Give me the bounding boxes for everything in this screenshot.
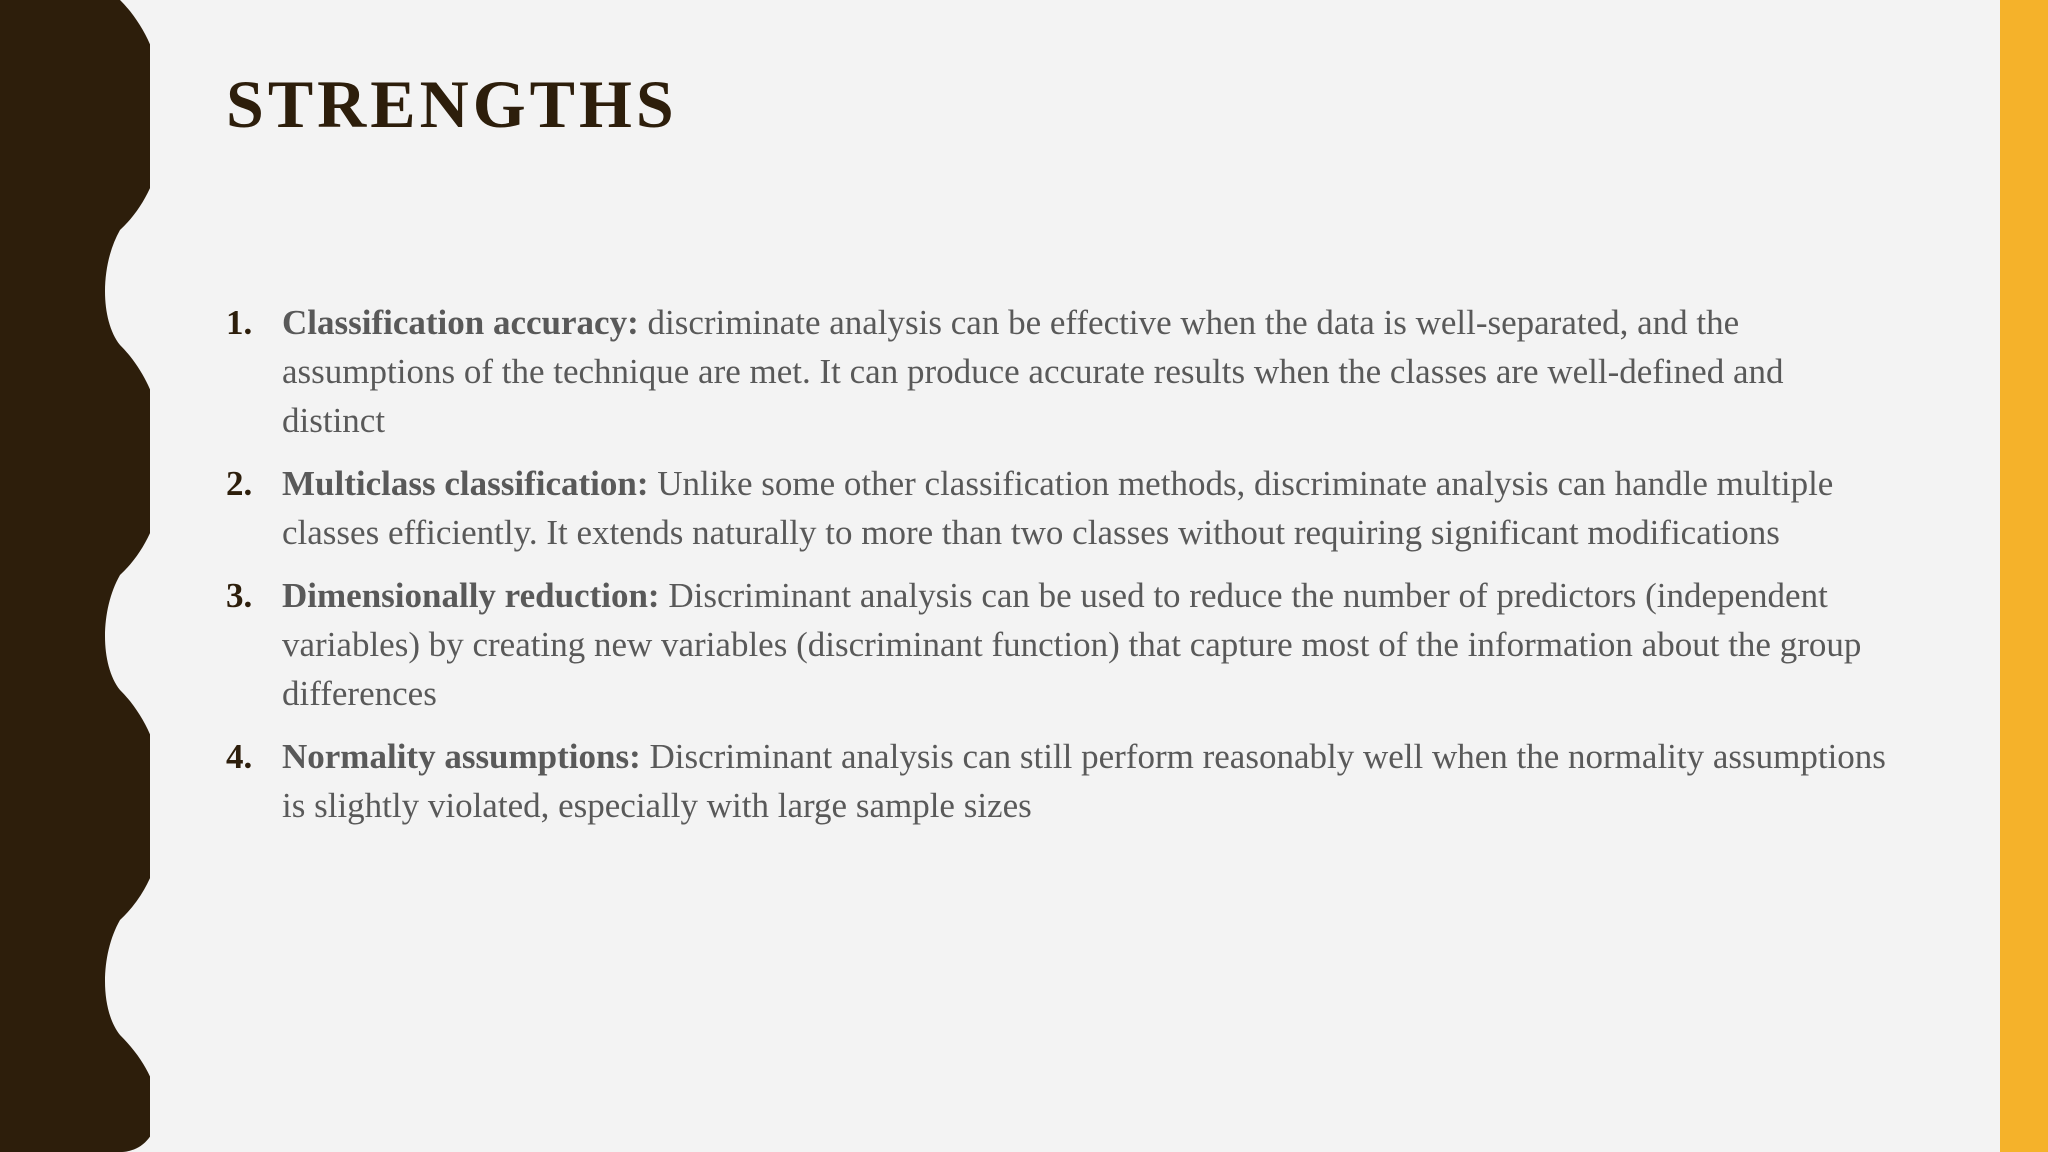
- accent-bar: [2000, 0, 2048, 1152]
- item-number: 4.: [226, 737, 253, 776]
- item-term: Classification accuracy:: [282, 303, 639, 342]
- list-item: [226, 732, 1886, 830]
- item-text: discriminate analysis can be effective when the data is well-separated, and the assumptions of the technique are met. It can produce accurate results when the classes are well-defined and distinct: [282, 303, 1784, 440]
- slide-title: STRENGTHS: [226, 66, 678, 142]
- item-number: 3.: [226, 576, 253, 615]
- item-number: 1.: [226, 303, 253, 342]
- item-number: 2.: [226, 464, 253, 503]
- item-term: Normality assumptions:: [282, 737, 641, 776]
- list-item: [226, 571, 1886, 718]
- item-text: Discriminant analysis can be used to reduce the number of predictors (independent variables) by creating new variables (discriminant function) that capture most of the information about the group differences: [282, 576, 1862, 713]
- wave-band-path: [0, 0, 150, 1152]
- item-text: Unlike some other classification methods, discriminate analysis can handle multiple classes efficiently. It extends naturally to more than two classes without requiring significant modifications: [282, 464, 1834, 552]
- list-item: [226, 459, 1886, 557]
- wave-band-shape: [0, 0, 150, 1152]
- strengths-list: [226, 298, 1886, 844]
- item-term: Dimensionally reduction:: [282, 576, 660, 615]
- list-item: [226, 298, 1886, 445]
- item-text: Discriminant analysis can still perform reasonably well when the normality assumptions is slightly violated, especially with large sample sizes: [282, 737, 1886, 825]
- wave-band-decoration: [0, 0, 150, 1152]
- item-term: Multiclass classification:: [282, 464, 649, 503]
